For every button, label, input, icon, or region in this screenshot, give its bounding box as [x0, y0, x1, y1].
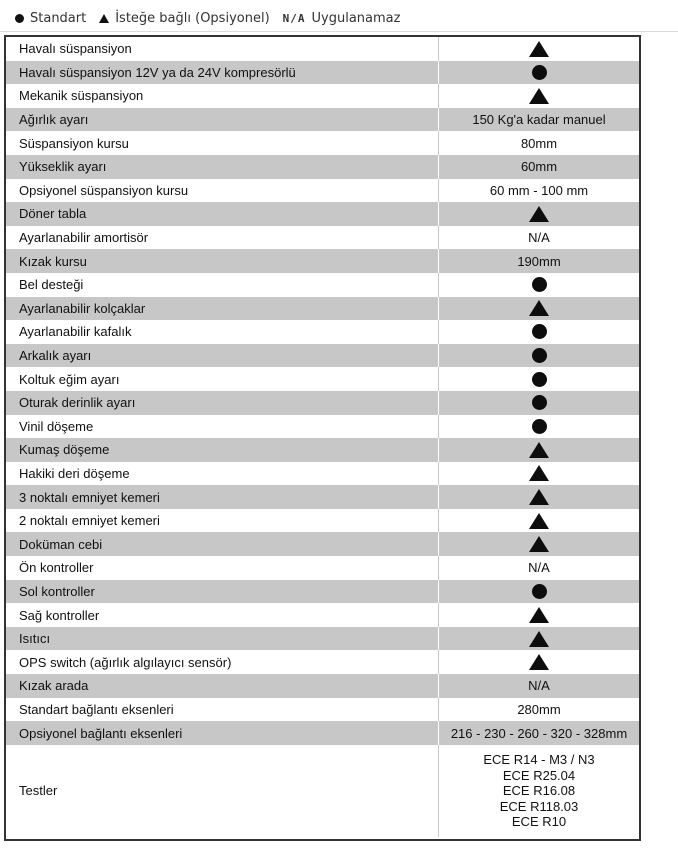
spec-row: [6, 674, 639, 698]
spec-row: [6, 556, 639, 580]
spec-value: [439, 532, 639, 556]
spec-label: Havalı süspansiyon: [6, 37, 439, 61]
spec-label: Havalı süspansiyon 12V ya da 24V kompresörlü: [6, 61, 439, 85]
spec-label: Oturak derinlik ayarı: [6, 391, 439, 415]
optional-triangle-icon: [529, 513, 549, 529]
optional-triangle-icon: [529, 300, 549, 316]
spec-value: [439, 580, 639, 604]
legend-na-label: Uygulanamaz: [311, 10, 401, 26]
spec-value: [439, 721, 639, 745]
optional-triangle-icon: [529, 88, 549, 104]
spec-value-text: 280mm: [517, 701, 561, 717]
spec-value: [439, 438, 639, 462]
spec-value: [439, 391, 639, 415]
tests-values: [439, 745, 639, 837]
spec-label: Opsiyonel bağlantı eksenleri: [6, 721, 439, 745]
spec-value: [439, 698, 639, 722]
spec-row: [6, 202, 639, 226]
spec-row: [6, 509, 639, 533]
legend-optional: [99, 11, 269, 26]
legend-standard-label: Standart: [30, 10, 87, 26]
spec-value-text: N/A: [528, 560, 550, 576]
spec-table: [4, 35, 641, 841]
spec-row: [6, 532, 639, 556]
spec-label: Sağ kontroller: [6, 603, 439, 627]
spec-row: [6, 61, 639, 85]
spec-value: [439, 485, 639, 509]
test-standard: ECE R118.03: [499, 798, 579, 814]
spec-value-text: 60mm: [520, 159, 558, 175]
spec-value: [439, 556, 639, 580]
spec-value: [439, 249, 639, 273]
spec-label: Ayarlanabilir amortisör: [6, 226, 439, 250]
spec-row: [6, 650, 639, 674]
spec-label: OPS switch (ağırlık algılayıcı sensör): [6, 650, 439, 674]
spec-label: Koltuk eğim ayarı: [6, 367, 439, 391]
tests-label: Testler: [6, 745, 439, 837]
spec-value-text: 150 Kg'a kadar manuel: [472, 112, 606, 128]
spec-row: [6, 485, 639, 509]
spec-row: [6, 108, 639, 132]
spec-label: Kumaş döşeme: [6, 438, 439, 462]
legend-standard: [15, 11, 86, 26]
spec-value: [439, 108, 639, 132]
spec-value: [439, 37, 639, 61]
optional-triangle-icon: [529, 41, 549, 57]
spec-value: [439, 674, 639, 698]
spec-row: [6, 226, 639, 250]
spec-row: [6, 603, 639, 627]
spec-label: 3 noktalı emniyet kemeri: [6, 485, 439, 509]
optional-triangle-icon: [529, 631, 549, 647]
spec-value: [439, 273, 639, 297]
legend: [15, 8, 413, 28]
standard-circle-icon: [532, 419, 547, 434]
standard-circle-icon: [532, 277, 547, 292]
spec-row: [6, 627, 639, 651]
tests-row: [6, 745, 639, 837]
spec-value-text: 190mm: [517, 253, 561, 269]
spec-label: Ön kontroller: [6, 556, 439, 580]
spec-label: Vinil döşeme: [6, 415, 439, 439]
spec-row: [6, 249, 639, 273]
spec-row: [6, 438, 639, 462]
spec-row: [6, 367, 639, 391]
spec-label: Ağırlık ayarı: [6, 108, 439, 132]
triangle-icon: [99, 14, 109, 23]
spec-row: [6, 721, 639, 745]
optional-triangle-icon: [529, 654, 549, 670]
spec-label: Ayarlanabilir kafalık: [6, 320, 439, 344]
spec-value: [439, 415, 639, 439]
spec-label: Mekanik süspansiyon: [6, 84, 439, 108]
spec-row: [6, 273, 639, 297]
spec-value: [439, 226, 639, 250]
standard-circle-icon: [532, 324, 547, 339]
test-standard: ECE R10: [511, 814, 567, 830]
spec-row: [6, 320, 639, 344]
spec-label: Standart bağlantı eksenleri: [6, 698, 439, 722]
spec-row: [6, 179, 639, 203]
standard-circle-icon: [532, 348, 547, 363]
circle-icon: [15, 14, 24, 23]
spec-value-text: 216 - 230 - 260 - 320 - 328mm: [450, 725, 628, 741]
spec-label: Isıtıcı: [6, 627, 439, 651]
spec-row: [6, 84, 639, 108]
test-standard: ECE R14 - M3 / N3: [483, 752, 595, 768]
spec-value: [439, 84, 639, 108]
standard-circle-icon: [532, 65, 547, 80]
spec-row: [6, 297, 639, 321]
spec-row: [6, 37, 639, 61]
standard-circle-icon: [532, 584, 547, 599]
spec-value: [439, 131, 639, 155]
optional-triangle-icon: [529, 206, 549, 222]
test-standard: ECE R16.08: [502, 783, 576, 799]
spec-value: [439, 344, 639, 368]
spec-value: [439, 297, 639, 321]
spec-row: [6, 698, 639, 722]
spec-row: [6, 155, 639, 179]
spec-row: [6, 391, 639, 415]
spec-value-text: N/A: [528, 230, 550, 246]
spec-value: [439, 650, 639, 674]
standard-circle-icon: [532, 372, 547, 387]
spec-value-text: N/A: [528, 678, 550, 694]
spec-label: Kızak arada: [6, 674, 439, 698]
optional-triangle-icon: [529, 442, 549, 458]
legend-na: [283, 11, 401, 26]
spec-value: [439, 367, 639, 391]
spec-value: [439, 202, 639, 226]
legend-na-code: N/A: [282, 11, 306, 25]
spec-label: Kızak kursu: [6, 249, 439, 273]
spec-row: [6, 580, 639, 604]
legend-divider: [0, 31, 678, 32]
spec-row: [6, 415, 639, 439]
spec-value: [439, 627, 639, 651]
spec-row: [6, 462, 639, 486]
spec-label: Doküman cebi: [6, 532, 439, 556]
spec-value: [439, 509, 639, 533]
spec-label: Arkalık ayarı: [6, 344, 439, 368]
test-standard: ECE R25.04: [502, 767, 576, 783]
spec-label: Hakiki deri döşeme: [6, 462, 439, 486]
spec-label: Döner tabla: [6, 202, 439, 226]
optional-triangle-icon: [529, 489, 549, 505]
spec-value: [439, 462, 639, 486]
spec-value-text: 60 mm - 100 mm: [489, 182, 589, 198]
optional-triangle-icon: [529, 607, 549, 623]
spec-label: Opsiyonel süspansiyon kursu: [6, 179, 439, 203]
spec-value: [439, 603, 639, 627]
spec-value-text: 80mm: [520, 135, 558, 151]
spec-value: [439, 61, 639, 85]
spec-label: Yükseklik ayarı: [6, 155, 439, 179]
spec-value: [439, 320, 639, 344]
spec-value: [439, 155, 639, 179]
optional-triangle-icon: [529, 536, 549, 552]
spec-row: [6, 344, 639, 368]
spec-value: [439, 179, 639, 203]
spec-label: Süspansiyon kursu: [6, 131, 439, 155]
standard-circle-icon: [532, 395, 547, 410]
spec-label: Sol kontroller: [6, 580, 439, 604]
optional-triangle-icon: [529, 465, 549, 481]
spec-label: Ayarlanabilir kolçaklar: [6, 297, 439, 321]
legend-optional-label: İsteğe bağlı (Opsiyonel): [115, 10, 270, 26]
spec-label: 2 noktalı emniyet kemeri: [6, 509, 439, 533]
spec-row: [6, 131, 639, 155]
spec-label: Bel desteği: [6, 273, 439, 297]
